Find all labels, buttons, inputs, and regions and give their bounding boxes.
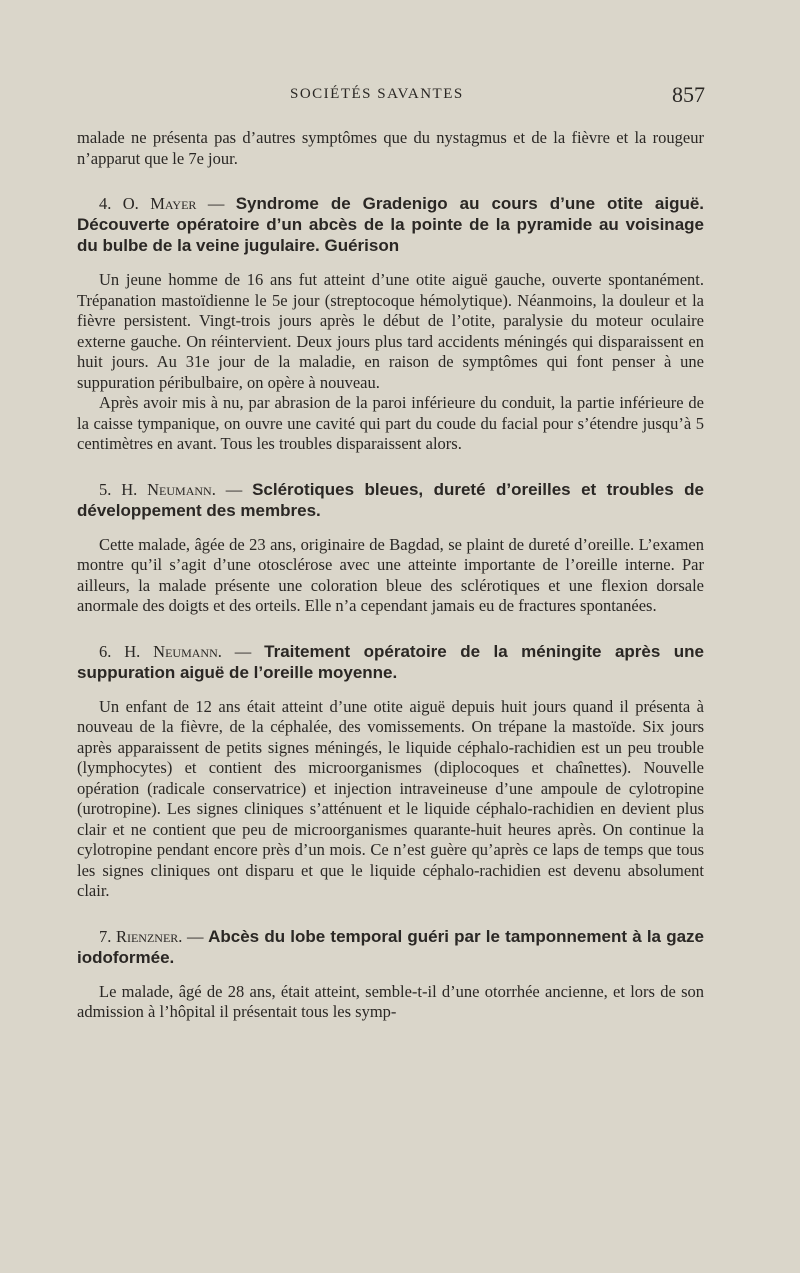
section-title: Traitement opératoire de la méningite après une suppuration aiguë de l’oreille moyenne.: [77, 641, 705, 682]
paragraph: Après avoir mis à nu, par abrasion de la paroi inférieure du conduit, la partie inférieure de la caisse tympanique, on ouvre une cavité qui part du coude du facial pour s’étendre jusqu’à 5 centimètres en avant. Tous les troubles disparaissent alors.: [77, 393, 704, 453]
page-header: [0, 82, 800, 108]
running-title: SOCIÉTÉS SAVANTES: [290, 86, 464, 102]
paragraph: Cette malade, âgée de 23 ans, originaire de Bagdad, se plaint de dureté d’oreille. L’examen montre qu’il s’agit d’une otosclérose avec une atteinte importante de l’oreille interne. Par ailleurs, la malade présente une coloration bleue des sclérotiques et une flexion dorsale anormale des doigts et des orteils. Elle n’a cependant jamais eu de fractures spontanées.: [77, 534, 704, 615]
section-title: Sclérotiques bleues, dureté d’oreilles et troubles de développement des membres.: [77, 479, 705, 520]
intro-paragraph: malade ne présenta pas d’autres symptômes que du nystagmus et de la fièvre et la rougeur n’apparut que le 7e jour.: [77, 128, 704, 168]
paragraph: Un jeune homme de 16 ans fut atteint d’une otite aiguë gauche, ouverte spontanément. Trépanation mastoïdienne le 5e jour (streptocoque hémolytique). Néanmoins, la douleur et la fièvre persistent. Vingt-trois jours après le début de l’otite, paralysie du moteur oculaire externe gauche. On réintervient. Deux jours plus tard accidents méningés qui disparaissent en huit jours. Au 31e jour de la maladie, en raison de symptômes qui font penser à une suppuration péribulbaire, on opère à nouveau.: [77, 270, 704, 392]
section-body: [77, 982, 704, 1023]
section-number: 6.: [99, 641, 112, 661]
section-4: [77, 193, 704, 455]
section-title: Abcès du lobe temporal guéri par le tamponnement à la gaze iodoformée.: [77, 926, 704, 967]
section-author: H. Neumann: [121, 479, 212, 499]
section-heading: [77, 926, 704, 968]
article-body: [77, 128, 704, 1023]
paragraph: Un enfant de 12 ans était atteint d’une otite aiguë depuis huit jours quand il présenta à nouveau de la fièvre, de la céphalée, des vomissements. On trépane la mastoïde. Six jours après apparaissent de petits signes méningés, le liquide céphalo-rachidien est un peu trouble (lymphocytes) et contient des microorganismes (diplocoques et chaînettes). Nouvelle opération (radicale conservatrice) et injection intraveineuse d’une ampoule de cylotropine (urotropine). Les signes cliniques s’atténuent et le liquide céphalo-rachidien en devient plus clair et ne contient que peu de microorganismes quarante-huit heures après. On continue la cylotropine pendant encore près d’un mois. Ce n’est guère qu’après ce laps de temps que tous les signes cliniques ont disparu et que le liquide céphalo-rachidien est devenu absolument clair.: [77, 696, 704, 900]
section-heading: [77, 193, 704, 256]
section-body: [77, 535, 704, 617]
section-number: 4.: [99, 194, 112, 213]
section-author: H. Neumann: [124, 641, 218, 661]
heading-separator: . —: [178, 926, 209, 946]
section-heading: [77, 479, 704, 521]
section-heading: [77, 641, 704, 683]
section-author: Rienzner: [115, 926, 179, 946]
page-number: 857: [672, 82, 705, 107]
paragraph: Le malade, âgé de 28 ans, était atteint, semble-t-il d’une otorrhée ancienne, et lors de son admission à l’hôpital il présentait tous les symp-: [77, 981, 704, 1021]
section-author: O. Mayer: [122, 194, 197, 213]
section-number: 5.: [99, 479, 112, 499]
section-body: [77, 697, 704, 902]
section-5: [77, 479, 704, 617]
section-7: [77, 926, 704, 1023]
section-6: [77, 641, 704, 902]
section-body: [77, 270, 704, 455]
heading-separator: . —: [211, 479, 253, 499]
heading-separator: —: [196, 194, 236, 213]
section-title: Syndrome de Gradenigo au cours d’une otite aiguë. Découverte opératoire d’un abcès de la pointe de la pyramide au voisinage du bulbe de la veine jugulaire. Guérison: [77, 194, 705, 255]
heading-separator: . —: [217, 641, 265, 661]
section-number: 7.: [99, 926, 112, 946]
